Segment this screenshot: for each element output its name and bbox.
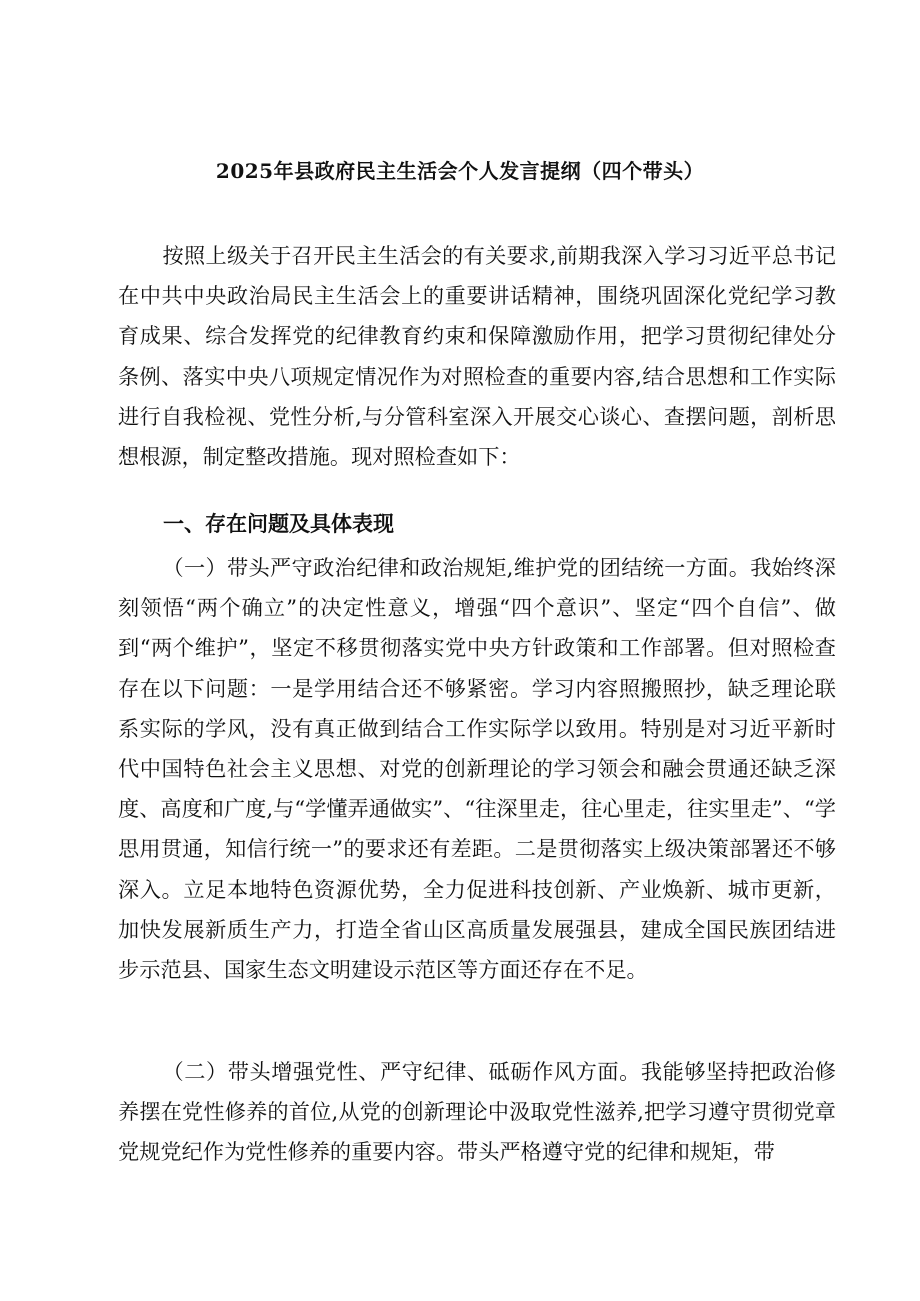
document-title: 2025年县政府民主生活会个人发言提纲（四个带头） (215, 159, 705, 183)
section-heading: 一、存在问题及具体表现 (163, 511, 394, 536)
intro-paragraph: 按照上级关于召开民主生活会的有关要求,前期我深入学习习近平总书记在中共中央政治局民主生活会上的重要讲话精神，围绕巩固深化党纪学习教育成果、综合发挥党的纪律教育约束和保障激励作用，把学习贯彻纪律处分条例、落实中央八项规定情况作为对照检查的重要内容,结合思想和工作实际进行自我检视、党性分析,与分管科室深入开展交心谈心、查摆问题，剖析思想根源，制定整改措施。现对照检查如下： (118, 243, 836, 470)
paragraph-one: （一）带头严守政治纪律和政治规矩,维护党的团结统一方面。我始终深刻领悟“两个确立”的决定性意义，增强“四个意识”、坚定“四个自信”、做到“两个维护”，坚定不移贯彻落实党中央方针政策和工作部署。但对照检查存在以下问题：一是学用结合还不够紧密。学习内容照搬照抄，缺乏理论联系实际的学风，没有真正做到结合工作实际学以致用。特别是对习近平新时代中国特色社会主义思想、对党的创新理论的学习领会和融会贯通还缺乏深度、高度和广度,与“学懂弄通做实”、“往深里走，往心里走，往实里走”、“学思用贯通，知信行统一”的要求还有差距。二是贯彻落实上级决策部署还不够深入。立足本地特色资源优势，全力促进科技创新、产业焕新、城市更新，加快发展新质生产力，打造全省山区高质量发展强县，建成全国民族团结进步示范县、国家生态文明建设示范区等方面还存在不足。 (118, 555, 836, 983)
paragraph-two: （二）带头增强党性、严守纪律、砥砺作风方面。我能够坚持把政治修养摆在党性修养的首位,从党的创新理论中汲取党性滋养,把学习遵守贯彻党章党规党纪作为党性修养的重要内容。带头严格遵守党的纪律和规矩，带 (118, 1059, 836, 1165)
